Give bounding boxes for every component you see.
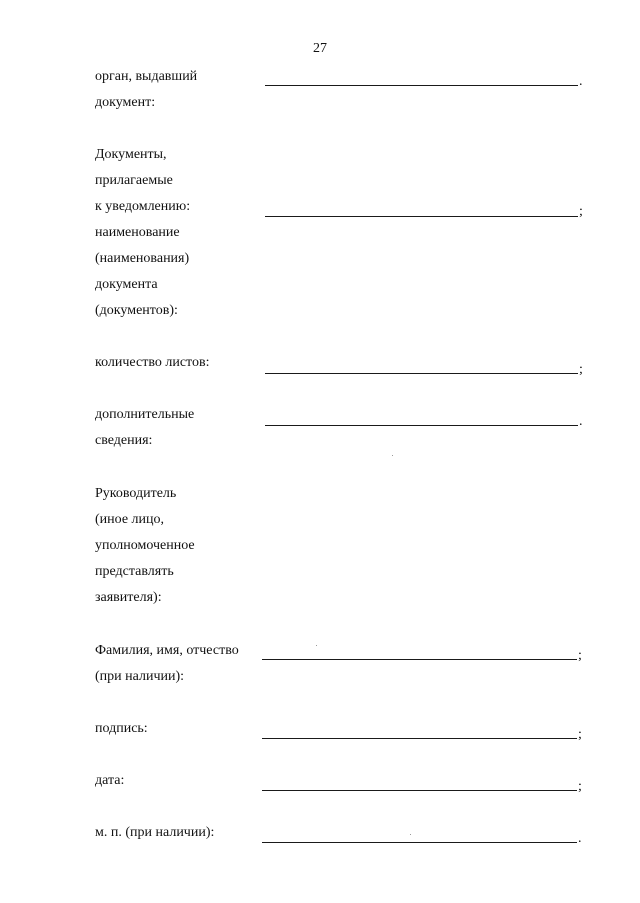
seal-field-line[interactable] bbox=[262, 842, 577, 843]
label-line: документа bbox=[95, 277, 158, 292]
label-line: м. п. (при наличии): bbox=[95, 825, 215, 840]
label-line: наименование bbox=[95, 225, 180, 240]
scan-speck bbox=[392, 455, 393, 456]
page-number: 27 bbox=[313, 41, 327, 56]
issuing-authority-punct: . bbox=[579, 74, 583, 89]
label-line: документ: bbox=[95, 95, 156, 110]
issuing-authority-field-line[interactable] bbox=[265, 85, 578, 86]
sheet-count-field-line[interactable] bbox=[265, 373, 578, 374]
label-line: представлять bbox=[95, 564, 174, 579]
label-line: подпись: bbox=[95, 721, 148, 736]
additional-info-label bbox=[95, 402, 194, 454]
full-name-label bbox=[95, 638, 239, 690]
additional-info-field-line[interactable] bbox=[265, 425, 578, 426]
label-line: дополнительные bbox=[95, 407, 195, 422]
signature-field-line[interactable] bbox=[262, 738, 577, 739]
attached-documents-punct: ; bbox=[579, 204, 583, 219]
date-label bbox=[95, 768, 124, 794]
full-name-punct: ; bbox=[578, 648, 582, 663]
attached-documents-field-line[interactable] bbox=[265, 216, 578, 217]
label-line: Руководитель bbox=[95, 486, 177, 501]
head-label bbox=[95, 481, 195, 611]
seal-punct: . bbox=[578, 831, 582, 846]
issuing-authority-label bbox=[95, 64, 197, 116]
label-line: (документов): bbox=[95, 303, 178, 318]
seal-label bbox=[95, 820, 214, 846]
label-line: заявителя): bbox=[95, 590, 162, 605]
label-line: орган, выдавший bbox=[95, 69, 198, 84]
label-line: Фамилия, имя, отчество bbox=[95, 643, 239, 658]
label-line: сведения: bbox=[95, 433, 153, 448]
sheet-count-punct: ; bbox=[579, 362, 583, 377]
label-line: (наименования) bbox=[95, 251, 190, 266]
date-field-line[interactable] bbox=[262, 790, 577, 791]
label-line: уполномоченное bbox=[95, 538, 195, 553]
signature-punct: ; bbox=[578, 727, 582, 742]
scan-speck bbox=[316, 645, 317, 646]
label-line: прилагаемые bbox=[95, 173, 173, 188]
additional-info-punct: . bbox=[579, 414, 583, 429]
sheet-count-label bbox=[95, 350, 209, 376]
signature-label bbox=[95, 716, 148, 742]
date-punct: ; bbox=[578, 779, 582, 794]
label-line: к уведомлению: bbox=[95, 199, 191, 214]
label-line: (при наличии): bbox=[95, 669, 185, 684]
full-name-field-line[interactable] bbox=[262, 659, 577, 660]
attached-documents-label bbox=[95, 142, 190, 324]
label-line: (иное лицо, bbox=[95, 512, 165, 527]
label-line: дата: bbox=[95, 773, 125, 788]
label-line: Документы, bbox=[95, 147, 167, 162]
label-line: количество листов: bbox=[95, 355, 210, 370]
scan-speck bbox=[410, 834, 411, 835]
